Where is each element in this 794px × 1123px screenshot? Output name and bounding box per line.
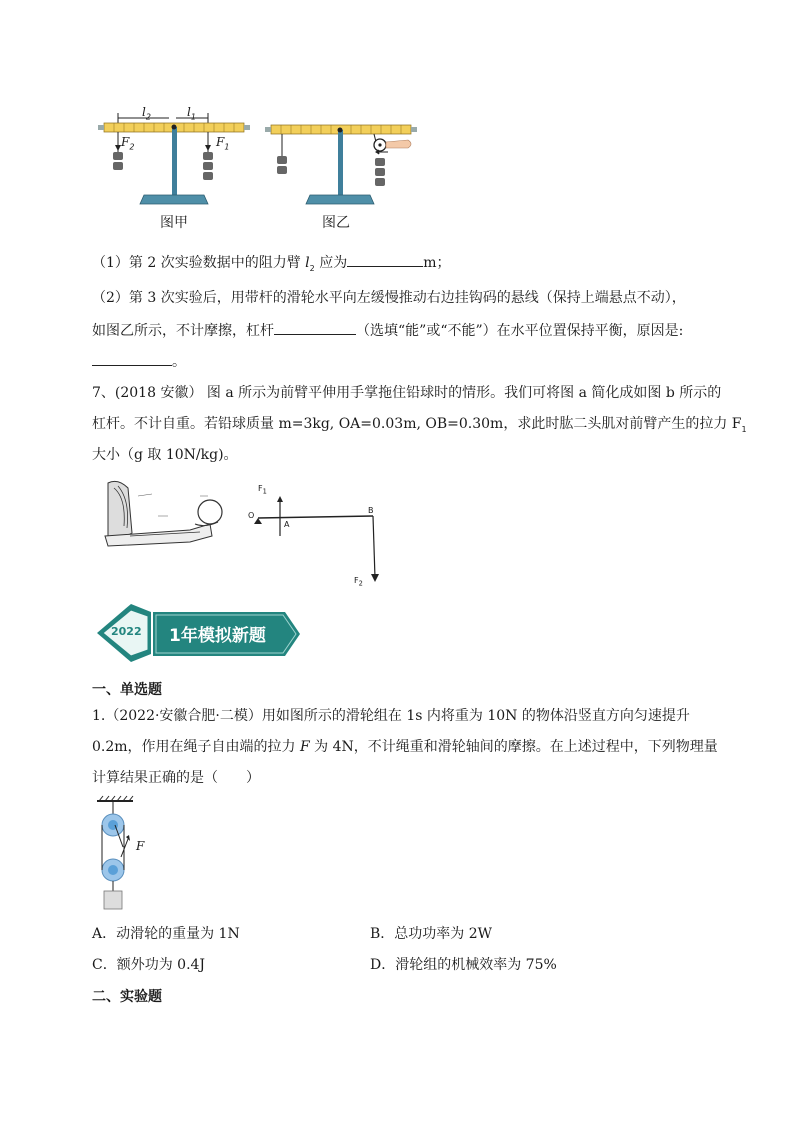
option-c[interactable]: C．额外功为 0.4J [92,957,206,973]
figb-label-F1: $F_1$ [258,484,267,496]
banner-title: 1年模拟新题 [169,626,266,646]
option-d[interactable]: D．滑轮组的机械效率为 75% [370,957,557,973]
label-F2: $F_2$ [121,135,135,152]
caption-fig-b: 图乙 [322,215,350,231]
label-l2: $l_2$ [142,105,151,122]
simplified-lever-figure [248,478,388,588]
option-b[interactable]: B．总功功率为 2W [370,926,493,942]
caption-fig-a: 图甲 [160,215,188,231]
label-l1: $l_1$ [187,105,196,122]
figb-label-A: A [284,520,290,529]
forearm-sketch-svg [100,478,235,558]
q6-sub2-line3: 。 [92,351,186,372]
forearm-figure [100,478,235,558]
answer-blank-1[interactable] [347,252,423,267]
section-2-title: 二、实验题 [92,989,162,1005]
label-F1: $F_1$ [216,135,230,152]
section-1-title: 一、单选题 [92,682,162,698]
figb-label-O: O [248,511,255,520]
q7-line1: 7、(2018 安徽） 图 a 所示为前臂平伸用手掌拖住铅球时的情形。我们可将图 a 简化成如图 b 所示的 [92,385,722,401]
q6-sub1: （1）第 2 次实验数据中的阻力臂 $l_2$ 应为 m； [92,252,450,279]
figb-label-F2: $F_2$ [354,576,363,588]
q1-line2: 0.2m，作用在绳子自由端的拉力 F 为 4N，不计绳重和滑轮轴间的摩擦。在上述过程中，下列物理量 [92,739,718,755]
lever-b [265,125,417,204]
option-a[interactable]: A．动滑轮的重量为 1N [92,926,240,942]
q6-sub2-line1: （2）第 3 次实验后，用带杆的滑轮水平向左缓慢推动右边挂钩码的悬线（保持上端悬点不动）， [92,290,686,306]
answer-blank-2[interactable] [274,320,356,335]
q7-line2: 杠杆。不计自重。若铅球质量 m=3kg, OA=0.03m, OB=0.30m，求此时肱二头肌对前臂产生的拉力 $F_1$ [92,416,747,434]
pulley-label-F: F [136,839,145,853]
pulley-figure [93,795,163,915]
simplified-lever-svg [248,478,388,588]
banner-year: 2022 [111,625,142,638]
q6-sub2-line2: 如图乙所示，不计摩擦，杠杆 （选填“能”或“不能”）在水平位置保持平衡，原因是: [92,320,683,341]
lever-figure [96,100,426,235]
q1-line1: 1.（2022·安徽合肥·二模）用如图所示的滑轮组在 1s 内将重为 10N 的物体沿竖直方向匀速提升 [92,708,690,724]
figb-label-B: B [368,506,374,515]
q1-line3: 计算结果正确的是（ ） [92,770,260,786]
q7-line3: 大小（g 取 10N/kg)。 [92,447,238,463]
lever-a [98,113,250,204]
section-banner [93,602,303,662]
pulley-svg [93,795,163,915]
answer-blank-3[interactable] [92,351,172,366]
